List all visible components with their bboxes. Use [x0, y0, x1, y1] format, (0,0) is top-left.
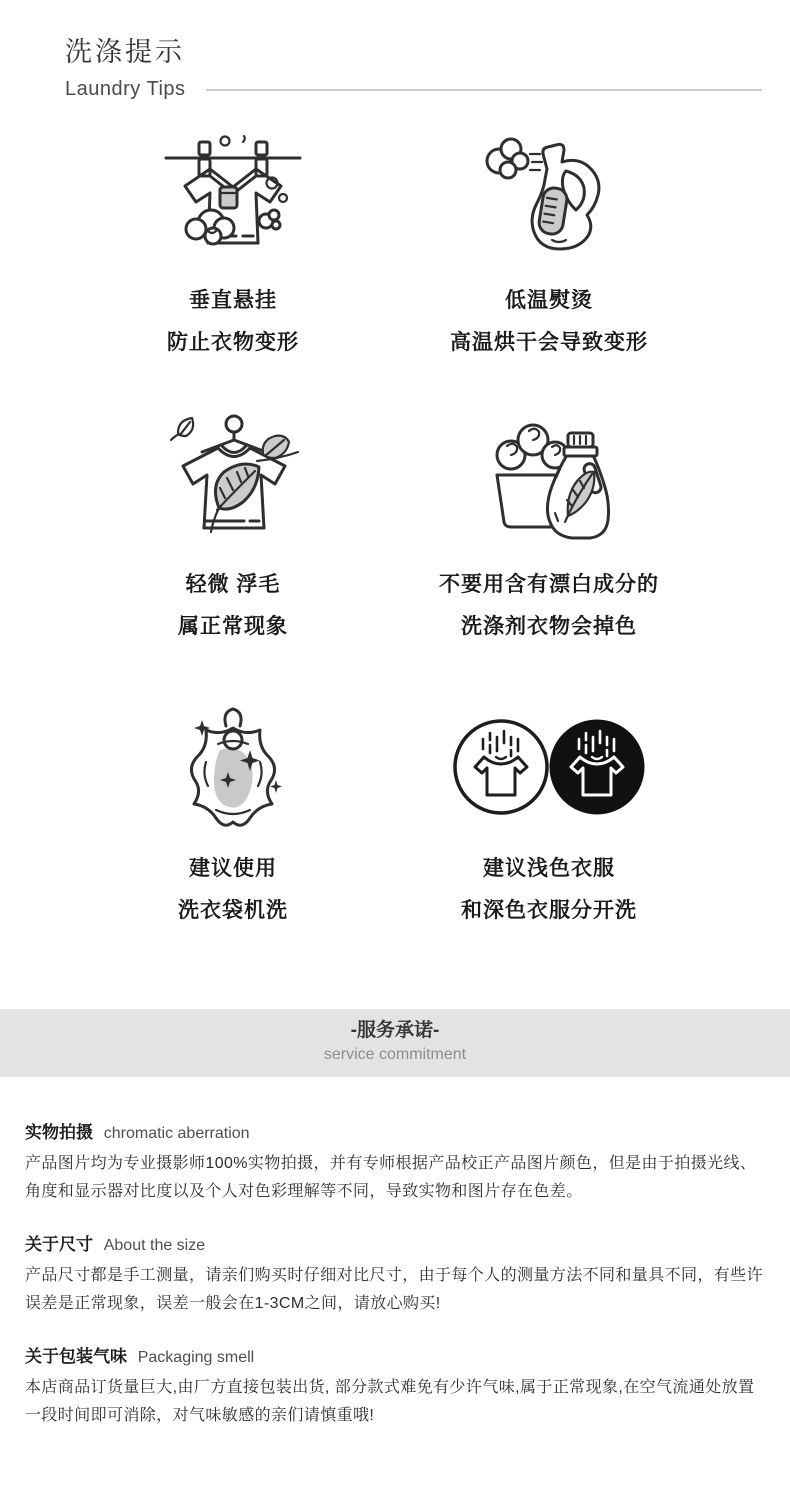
tip-caption: 洗涤剂衣物会掉色 [461, 615, 637, 638]
tip-no-bleach [406, 407, 692, 643]
hanging-shirt-icon [158, 123, 308, 275]
page-header [0, 0, 790, 101]
note-heading-zh: 关于包装气味 [25, 1347, 127, 1366]
laundry-tips-grid [60, 123, 692, 975]
light-dark-separate-icon [447, 691, 651, 843]
note-body: 产品图片均为专业摄影师100%实物拍摄，并有专师根据产品校正产品图片颜色，但是由于拍摄光线、角度和显示器对比度以及个人对色彩理解等不同，导致实物和图片存在色差。 [25, 1155, 757, 1200]
tip-caption: 垂直悬挂 [189, 289, 277, 312]
tip-caption: 和深色衣服分开洗 [461, 899, 637, 922]
note-heading-en: Packaging smell [137, 1349, 255, 1366]
bleach-detergent-icon [467, 407, 632, 559]
service-commitment-banner [0, 1009, 790, 1077]
note-heading-en: About the size [103, 1237, 206, 1254]
note-real-photos [25, 1121, 765, 1206]
service-notes [0, 1077, 790, 1487]
page-subtitle: Laundry Tips [65, 78, 186, 100]
tip-caption: 建议浅色衣服 [483, 857, 615, 880]
tip-hang-dry [60, 123, 406, 359]
shirt-lint-leaf-icon [158, 407, 308, 559]
tip-caption: 轻微 浮毛 [185, 573, 281, 596]
tip-caption: 防止衣物变形 [167, 331, 299, 354]
header-divider-line [206, 89, 762, 91]
note-body: 本店商品订货量巨大,由厂方直接包装出货, 部分款式难免有少许气味,属于正常现象,在空气流通处放置一段时间即可消除，对气味敏感的亲们请慎重哦! [25, 1379, 755, 1424]
note-body: 产品尺寸都是手工测量，请亲们购买时仔细对比尺寸，由于每个人的测量方法不同和量具不同，有些许误差是正常现象，误差一般会在1-3CM之间，请放心购买! [25, 1267, 764, 1312]
tip-separate-colors [406, 691, 692, 927]
tip-caption: 低温熨烫 [505, 289, 593, 312]
tip-caption: 属正常现象 [178, 615, 288, 638]
page-title: 洗涤提示 [65, 37, 185, 67]
note-heading-en: chromatic aberration [103, 1125, 250, 1142]
laundry-bag-icon [158, 691, 308, 843]
note-heading-zh: 实物拍摄 [25, 1123, 93, 1142]
note-about-size [25, 1233, 765, 1318]
note-heading-zh: 关于尺寸 [25, 1235, 93, 1254]
banner-title: -服务承诺- [350, 1020, 440, 1041]
tip-caption: 建议使用 [189, 857, 277, 880]
banner-subtitle: service commitment [323, 1046, 467, 1063]
tip-low-heat-iron [406, 123, 692, 359]
tip-lint-normal [60, 407, 406, 643]
tip-caption: 洗衣袋机洗 [178, 899, 288, 922]
tip-caption: 不要用含有漂白成分的 [439, 573, 659, 596]
tip-caption: 高温烘干会导致变形 [450, 331, 648, 354]
tip-laundry-bag [60, 691, 406, 927]
note-packaging-smell [25, 1345, 765, 1430]
garment-steamer-icon [474, 123, 624, 275]
